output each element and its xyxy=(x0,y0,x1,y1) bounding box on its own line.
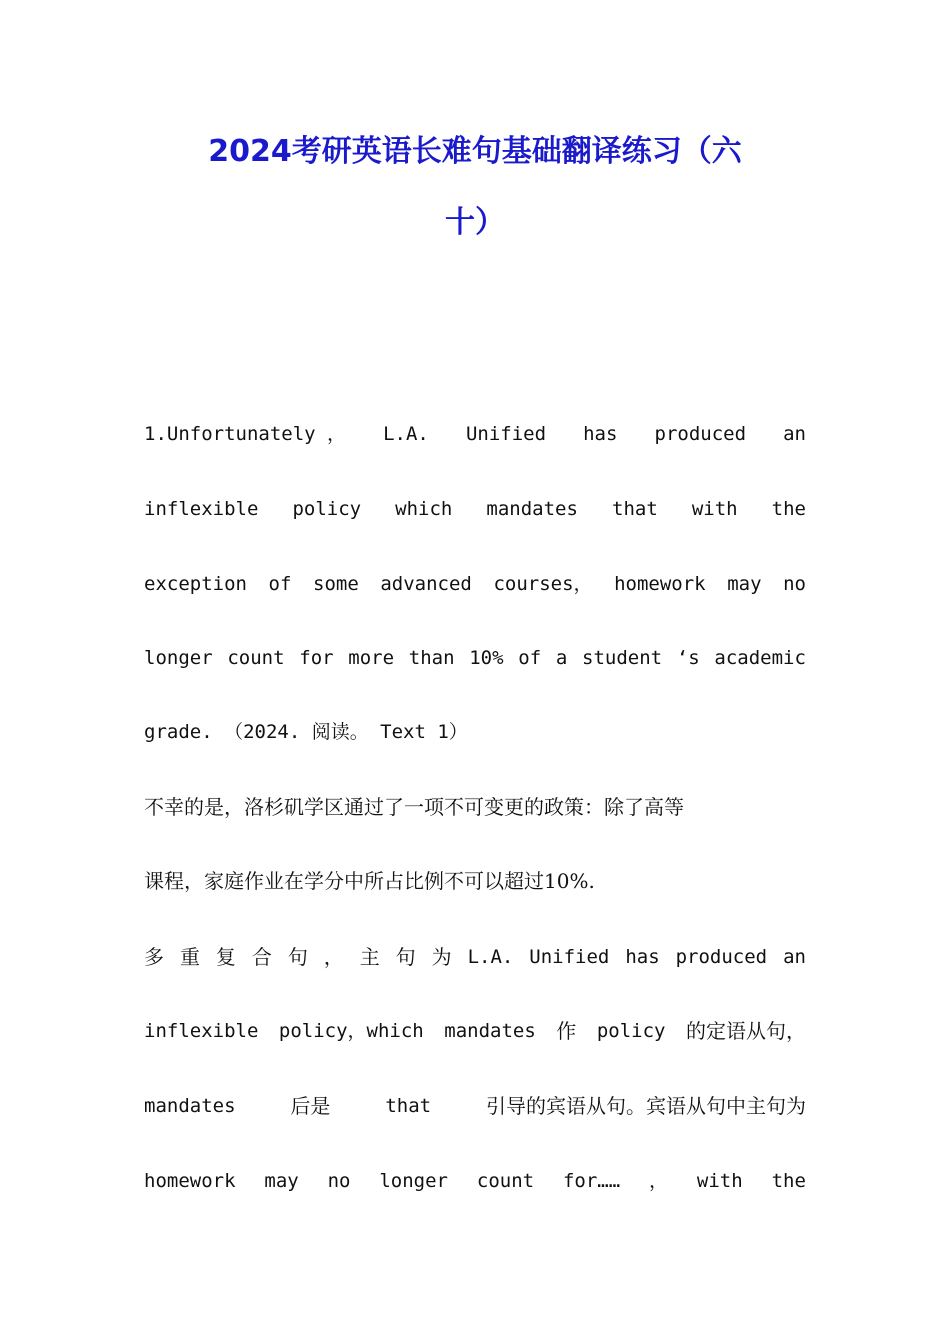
word: produced xyxy=(654,423,747,445)
word: that xyxy=(612,498,658,520)
analysis-token: for…… xyxy=(562,1170,621,1192)
analysis-token: policy，which xyxy=(278,1020,424,1042)
analysis-token: 引导的宾语从句。宾语从句中主句为 xyxy=(486,1094,806,1118)
analysis-token: L.A. xyxy=(467,946,514,968)
document-title-line-1: 2024考研英语长难句基础翻译练习（六 xyxy=(208,134,742,169)
analysis-token: 的定语从句， xyxy=(685,1019,806,1043)
analysis-token: policy xyxy=(596,1020,666,1042)
analysis-token: ， xyxy=(323,945,344,969)
analysis-token: mandates xyxy=(444,1020,536,1042)
word: than xyxy=(408,647,455,669)
word: longer xyxy=(144,647,213,669)
analysis-token: inflexible xyxy=(144,1020,259,1042)
analysis-token: 后是 xyxy=(290,1094,331,1118)
word: of xyxy=(518,647,542,669)
word: the xyxy=(771,498,806,520)
analysis-token: 复 xyxy=(215,945,236,969)
english-sentence-line-5: grade. （2024. 阅读。 Text 1） xyxy=(144,721,468,743)
analysis-token: 作 xyxy=(556,1019,577,1043)
word: may xyxy=(727,573,762,595)
english-sentence-line-4 xyxy=(144,642,806,674)
word: has xyxy=(583,423,618,445)
analysis-token: 句 xyxy=(395,945,416,969)
translation-line-2: 课程，家庭作业在学分中所占比例不可以超过10%. xyxy=(144,869,595,893)
word: ‘s xyxy=(676,647,700,669)
word: count xyxy=(227,647,285,669)
document-title-line-2: 十） xyxy=(445,205,505,240)
word: advanced xyxy=(380,573,472,595)
word: Unified xyxy=(465,423,547,445)
analysis-token: the xyxy=(771,1170,806,1192)
analysis-token: may xyxy=(264,1170,299,1192)
word: 10% xyxy=(469,647,504,669)
word: which xyxy=(395,498,453,520)
word: 1.Unfortunately ， xyxy=(144,423,347,445)
analysis-token: ， xyxy=(649,1170,669,1192)
analysis-token: has xyxy=(625,946,660,968)
analysis-line-1 xyxy=(144,941,806,973)
analysis-token: 多 xyxy=(144,945,164,969)
analysis-token: 为 xyxy=(431,945,452,969)
english-sentence-line-2 xyxy=(144,493,806,525)
word: homework xyxy=(614,573,706,595)
word: no xyxy=(783,573,806,595)
word: L.A. xyxy=(383,423,429,445)
analysis-token: mandates xyxy=(144,1095,236,1117)
analysis-token: that xyxy=(385,1095,432,1117)
word: inflexible xyxy=(144,498,259,520)
analysis-token: no xyxy=(327,1170,351,1192)
analysis-token: count xyxy=(476,1170,535,1192)
analysis-token: Unified xyxy=(529,946,610,968)
analysis-token: with xyxy=(696,1170,743,1192)
word: more xyxy=(348,647,395,669)
english-sentence-line-3 xyxy=(144,568,806,600)
word: some xyxy=(313,573,359,595)
analysis-line-2 xyxy=(144,1015,806,1047)
analysis-token: 句 xyxy=(287,945,308,969)
analysis-token: an xyxy=(783,946,806,968)
word: an xyxy=(783,423,806,445)
word: student xyxy=(582,647,663,669)
analysis-token: longer xyxy=(379,1170,448,1192)
analysis-token: produced xyxy=(675,946,768,968)
analysis-line-3 xyxy=(144,1090,806,1122)
word: for xyxy=(299,647,334,669)
analysis-token: 合 xyxy=(251,945,272,969)
analysis-token: 主 xyxy=(359,945,380,969)
word: mandates xyxy=(486,498,578,520)
word: a xyxy=(555,647,568,669)
word: courses， xyxy=(493,573,593,595)
translation-line-1: 不幸的是，洛杉矶学区通过了一项不可变更的政策：除了高等 xyxy=(144,795,684,819)
word: with xyxy=(691,498,738,520)
analysis-token: homework xyxy=(144,1170,236,1192)
english-sentence-line-1 xyxy=(144,418,806,450)
analysis-line-4 xyxy=(144,1165,806,1197)
word: policy xyxy=(292,498,362,520)
word: of xyxy=(268,573,292,595)
analysis-token: 重 xyxy=(179,945,200,969)
word: academic xyxy=(714,647,806,669)
word: exception xyxy=(144,573,247,595)
